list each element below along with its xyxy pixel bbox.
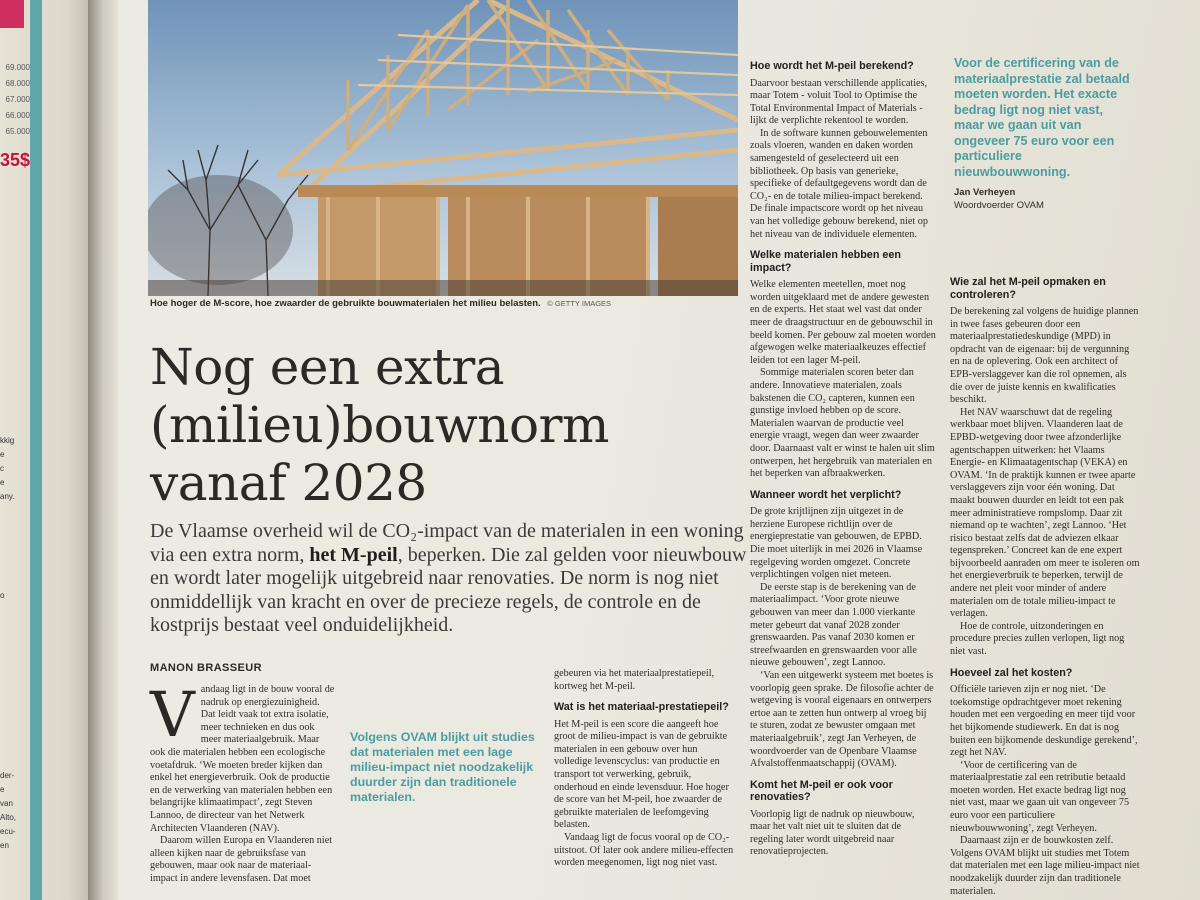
- author-role: Woordvoerder OVAM: [954, 200, 1044, 211]
- body-paragraph: In de software kunnen gebouwelementen zoals vloeren, wanden en daken worden samengesteld of geselecteerd uit een bibliotheek. Op basis van generieke, specifieke of defaultgegevens wordt dan de CO₂- en de totale milieu-impact berekend. De finale impactscore wordt op het niveau van het volledige gebouw berekend, niet op het niveau van de individuele elementen.: [750, 127, 928, 240]
- drop-cap: V: [150, 678, 195, 751]
- headline-line: (milieu)bouwnorm: [150, 396, 609, 454]
- previous-page: [0, 0, 95, 900]
- price-tick: 68.000: [5, 79, 30, 88]
- timber-frame-illustration: [148, 0, 738, 296]
- headline-line: vanaf 2028: [150, 454, 427, 512]
- body-paragraph: Vandaag ligt de focus vooral op de CO₂-uitstoot. Of later ook andere milieu-effecten worden meegenomen, ligt nog niet vast.: [554, 832, 734, 869]
- lead-bold-term: het M-peil: [309, 543, 398, 566]
- teal-color-bar: [30, 0, 42, 900]
- body-paragraph: Het M-peil is een score die aangeeft hoe groot de milieu-impact is van de gebruikte materialen in een gebouw over hun volledige levenscyclus: van productie en transport tot verwerking, gebruik, onderhoud en einde levensduur. Hoe hoger de score van het M-peil, hoe zwaarder de gebruikte materialen de leefomgeving belasten.: [554, 718, 729, 831]
- body-paragraph: Daarom willen Europa en Vlaanderen niet alleen kijken naar de gebruiksfase van gebouwen, maar ook naar de materiaal-impact in andere levensfasen. Dat moet: [150, 835, 333, 884]
- pull-quote: Voor de certificering van de materiaalprestatie zal betaald moeten worden. Het exacte bedrag ligt nog niet vast, maar we gaan uit van ongeveer 75 euro voor een particuliere nieuwbouwwoning.: [954, 56, 1130, 179]
- author-name: Jan Verheyen: [954, 187, 1016, 198]
- body-paragraph: De berekening zal volgens de huidige plannen in twee fases gebeuren door een materiaalprestatiedeskundige (MPD) in opdracht van de eigenaar: bij de vergunning en na de oplevering. Ook een architect of EPB-verslaggever kan die rol opnemen, als die over de juiste kennis en kwalificaties beschikt.: [950, 306, 1139, 406]
- price-tick: 65.000: [5, 127, 30, 136]
- newspaper-page: [118, 0, 1200, 900]
- section-heading: Wanneer wordt het verplicht?: [750, 488, 902, 501]
- section-heading: Hoe wordt het M-peil berekend?: [750, 60, 914, 72]
- article-column-4: [750, 60, 936, 859]
- body-paragraph: Welke elementen meetellen, moet nog worden uitgeklaard met de andere gewesten en de experts. Het staat wel vast dat onder meer de draagstructuur en de gebouwschil in beeld komen. Per gebouw zal moeten worden afgewogen welke materiaalkeuzes effectief leiden tot een lager M-peil.: [750, 279, 936, 366]
- section-heading: Hoeveel zal het kosten?: [950, 666, 1073, 679]
- price-tick: 69.000: [5, 63, 30, 72]
- text-fragment: o: [0, 591, 5, 600]
- text-fragment: Alto,: [0, 813, 17, 822]
- body-paragraph: ‘Van een uitgewerkt systeem met boetes is voorlopig geen sprake. De filosofie achter de wetgeving is vooral eigenaars en ontwerpers ertoe aan te zetten hun ontwerp al vroeg bij te sturen, zodat ze bewuster omgaan met materiaalgebruik’, zegt Jan Verheyen, de woordvoerder van de Openbare Vlaamse Afvalstoffenmaatschappij (OVAM).: [750, 669, 934, 770]
- body-paragraph: Het NAV waarschuwt dat de regeling werkbaar moet blijven. Vlaanderen laat de EPBD-wetgeving door twee afzonderlijke agentschappen uitwerken: het Vlaams Energie- en Klimaatagentschap (VEKA) en OVAM. ‘In de praktijk kunnen er twee aparte verslaggevers zijn voor één woning. Dat maakt bouwen duurder en leidt tot een pak meer administratieve rompslomp. Daar zit niemand op te wachten’, zegt Lannoo. ‘Het risico bestaat zelfs dat de adviezen elkaar tegenspreken.’ Concreet kan de ene expert bijvoorbeeld aanraden om meer te isoleren om het energieverbruik te beperken, terwijl de andere net pleit voor minder of andere materialen om de totale milieu-impact te verlagen.: [950, 406, 1140, 620]
- body-paragraph: De grote krijtlijnen zijn uitgezet in de herziene Europese richtlijn over de energieprestatie van gebouwen, de EPBD. Die moet uiterlijk in mei 2026 in Vlaamse regelgeving worden omgezet. Concrete verplichtingen volgen niet meteen.: [750, 506, 923, 581]
- photo-credit: © GETTY IMAGES: [547, 299, 612, 308]
- body-paragraph: Daarnaast zijn er de bouwkosten zelf. Volgens OVAM blijkt uit studies met Totem dat materialen met een lage milieu-impact niet noodzakelijk duurder zijn dan traditionele materialen.: [950, 835, 1140, 897]
- photo-caption: [150, 298, 740, 309]
- text-fragment: ecu-: [0, 827, 16, 836]
- page-gutter: [88, 0, 122, 900]
- section-heading: Wie zal het M-peil opmaken en controleren?: [950, 276, 1106, 301]
- body-paragraph: De eerste stap is de berekening van de materiaalimpact. ‘Voor grote nieuwe gebouwen van meer dan 1.000 vierkante meter gebeurt dat vanaf 2028 zonder grenswaarden. Pas vanaf 2030 komen er streefwaarden en grenswaarden voor alle nieuwe gebouwen’, zegt Lannoo.: [750, 581, 917, 669]
- construction-photo: [148, 0, 738, 296]
- headline-line: Nog een extra: [150, 338, 505, 396]
- lead-text: , beperken. Die zal gelden voor nieuwbouw en wordt later mogelijk uitgebreid naar renovaties. De norm is nog niet onmiddellijk van kracht en over de precieze regels, de controle en de kostprijs bestaat veel onduidelijkheid.: [150, 543, 747, 636]
- text-fragment: c: [0, 464, 4, 473]
- lead-text: De Vlaamse overheid wil de CO₂-impact van de materialen in een woning via een extra norm,: [150, 520, 744, 566]
- text-fragment: der-: [0, 771, 15, 780]
- section-heading: Welke materialen hebben een impact?: [750, 249, 902, 274]
- text-fragment: e: [0, 785, 5, 794]
- headline: [150, 338, 710, 512]
- byline: MANON BRASSEUR: [150, 662, 262, 674]
- quote-attribution: [954, 186, 1044, 212]
- body-paragraph: Voorlopig ligt de nadruk op nieuwbouw, maar het valt niet uit te sluiten dat de regeling later wordt uitgebreid naar renovatieprojecten.: [750, 808, 915, 858]
- section-tab: [0, 0, 24, 28]
- body-paragraph: Sommige materialen scoren beter dan andere. Innovatieve materialen, zoals bakstenen die CO₂ capteren, kunnen een gunstige invloed hebben op de score. Materialen waarvan de productie veel energie vraagt, wegen dan weer zwaarder door. Daarnaast valt er winst te halen uit slim ontwerpen, het hergebruik van materialen en het beperken van afbraakwerken.: [750, 367, 935, 480]
- body-paragraph: gebeuren via het materiaalprestatiepeil, kortweg het M-peil.: [554, 668, 715, 692]
- text-fragment: e: [0, 478, 5, 487]
- text-fragment: kkig: [0, 436, 15, 445]
- article-column-3: [554, 668, 734, 870]
- body-paragraph: Daarvoor bestaan verschillende applicaties, maar Totem - voluit Tool to Optimise the Total Environmental Impact of Materials - lijkt de verplichte rekentool te worden.: [750, 77, 928, 127]
- price-value: 35$: [0, 150, 31, 170]
- body-paragraph: Hoe de controle, uitzonderingen en procedure precies zullen verlopen, ligt nog niet vast.: [950, 620, 1125, 658]
- price-axis: [0, 60, 30, 140]
- text-fragment: van: [0, 799, 13, 808]
- section-heading: Wat is het materiaal-prestatiepeil?: [554, 701, 729, 714]
- body-paragraph: Officiële tarieven zijn er nog niet. ‘De toekomstige opdrachtgever moet rekening houden met een vergoeding en meer tijd voor het bijkomende studiewerk. En dat is nog buiten een bijkomende deskundige gerekend’, zegt het NAV.: [950, 684, 1138, 759]
- text-fragment: any.: [0, 492, 15, 501]
- caption-text: Hoe hoger de M-score, hoe zwaarder de gebruikte bouwmaterialen het milieu belasten.: [150, 298, 541, 309]
- text-fragment: e: [0, 450, 5, 459]
- body-paragraph: ‘Voor de certificering van de materiaalprestatie zal een retributie betaald moeten worden. Het exacte bedrag ligt nog niet vast, maar we gaan uit van ongeveer 75 euro voor een particuliere nieuwbouwwoning’, zegt Verheyen.: [950, 759, 1130, 834]
- lead-paragraph: [150, 520, 760, 638]
- article-column-5: [950, 276, 1140, 898]
- price-tick: 66.000: [5, 111, 30, 120]
- pull-quote: Volgens OVAM blijkt uit studies dat materialen met een lage milieu-impact niet noodzakelijk duurder zijn dan traditionele materialen.: [350, 730, 535, 804]
- body-paragraph: andaag ligt in de bouw vooral de nadruk op energiezuinigheid. Dat leidt vaak tot extra isolatie, meer technieken en dus ook meer materiaalgebruik. Maar ook die materialen hebben een ecologische voetafdruk. ‘We moeten breder kijken dan enkel het energieverbruik. Ook de productie en de verwerking van materialen hebben een belangrijke klimaatimpact’, zegt Steven Lannoo, de directeur van het Netwerk Architecten Vlaanderen (NAV).: [150, 684, 335, 834]
- section-heading: Komt het M-peil er ook voor renovaties?: [750, 778, 893, 804]
- article-column-1: [150, 678, 336, 886]
- text-fragment: en: [0, 841, 9, 850]
- price-tick: 67.000: [5, 95, 30, 104]
